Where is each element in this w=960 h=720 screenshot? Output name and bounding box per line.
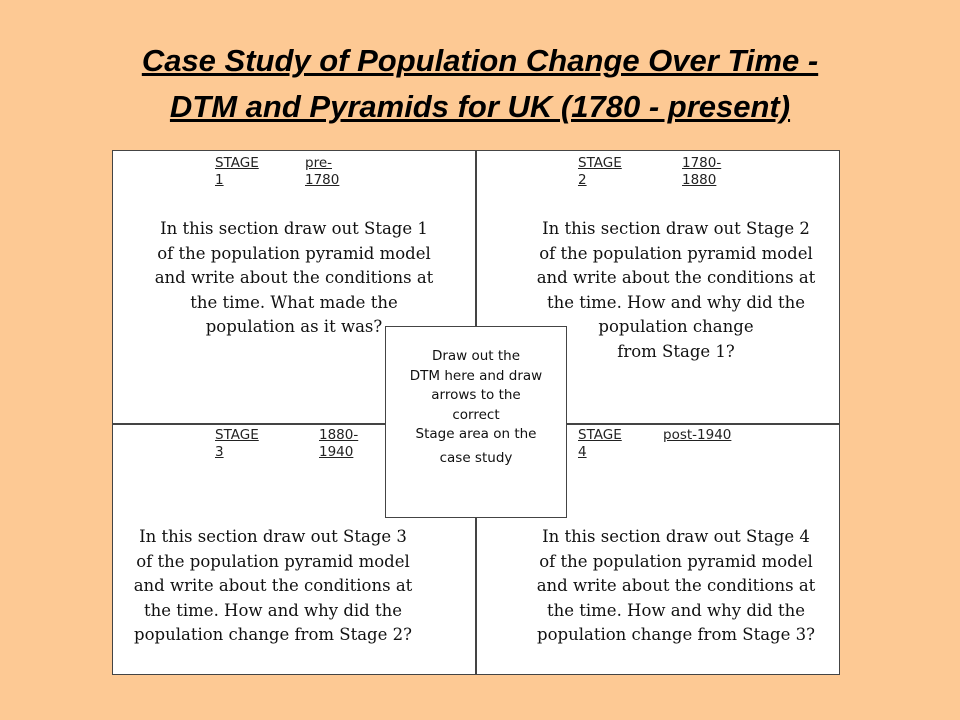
stage-4-text-line: In this section draw out Stage 4 bbox=[542, 527, 810, 546]
dtm-box bbox=[385, 326, 567, 518]
stage-2-date-line: 1880 bbox=[682, 172, 717, 188]
stage-1-text-line: and write about the conditions at bbox=[154, 268, 434, 287]
stage-3-instructions bbox=[113, 525, 433, 648]
stage-3-text-line: In this section draw out Stage 3 bbox=[139, 527, 407, 546]
stage-3-date-line: 1940 bbox=[319, 444, 354, 460]
stage-4-text-line: population change from Stage 3? bbox=[537, 625, 815, 644]
stage-2-text-line: of the population pyramid model bbox=[539, 243, 813, 263]
dtm-box-line: Draw out the bbox=[431, 348, 521, 364]
stage-1-text-line: the time. What made the bbox=[190, 292, 398, 312]
stage-1-text-line: population as it was? bbox=[205, 317, 383, 336]
stage-2-text-line: and write about the conditions at bbox=[536, 268, 816, 287]
stage-3-text-line: and write about the conditions at bbox=[133, 576, 413, 595]
stage-1-date-line: pre-1780 bbox=[305, 155, 340, 188]
stage-2-text-line: population change bbox=[598, 317, 754, 336]
stage-4-date bbox=[663, 427, 753, 444]
stage-4-text-line: and write about the conditions at bbox=[536, 576, 816, 595]
title-line-1: Case Study of Population Change Over Time - bbox=[141, 43, 819, 78]
stage-2-date bbox=[682, 155, 742, 189]
stage-2-text-line: In this section draw out Stage 2 bbox=[542, 219, 810, 238]
stage-3-label: STAGE 3 bbox=[215, 427, 259, 460]
stage-4-text-line: the time. How and why did the bbox=[546, 600, 806, 620]
stage-3-date bbox=[319, 427, 379, 461]
stage-2-label: STAGE 2 bbox=[578, 155, 622, 188]
stage-1-date bbox=[305, 155, 365, 189]
stage-4-text-line: of the population pyramid model bbox=[539, 551, 813, 571]
dtm-box-line: correct bbox=[452, 406, 500, 423]
worksheet bbox=[112, 150, 840, 675]
stage-3-text-line: the time. How and why did the bbox=[143, 600, 403, 620]
stage-3-text-line: population change from Stage 2? bbox=[134, 625, 412, 644]
stage-4-date-line: post-1940 bbox=[663, 427, 732, 443]
stage-3-text-line: of the population pyramid model bbox=[136, 551, 410, 571]
dtm-box-line: case study bbox=[439, 449, 513, 466]
dtm-box-line: DTM here and draw bbox=[409, 367, 543, 384]
stage-2-date-line: 1780- bbox=[682, 155, 722, 171]
stage-4-instructions bbox=[513, 525, 839, 648]
page-title bbox=[40, 38, 920, 130]
stage-1-text-line: In this section draw out Stage 1 bbox=[160, 219, 428, 238]
stage-4-label: STAGE 4 bbox=[578, 427, 622, 460]
dtm-box-line: Stage area on the bbox=[415, 426, 537, 442]
stage-2-text-line: from Stage 1? bbox=[617, 341, 735, 361]
stage-1-instructions bbox=[113, 217, 475, 340]
stage-1-text-line: of the population pyramid model bbox=[157, 243, 431, 263]
dtm-box-line: arrows to the bbox=[431, 387, 521, 403]
stage-1-label: STAGE 1 bbox=[215, 155, 259, 188]
stage-2-text-line: the time. How and why did the bbox=[546, 292, 806, 312]
stage-3-date-line: 1880- bbox=[319, 427, 359, 443]
title-line-2: DTM and Pyramids for UK (1780 - present) bbox=[169, 89, 791, 124]
